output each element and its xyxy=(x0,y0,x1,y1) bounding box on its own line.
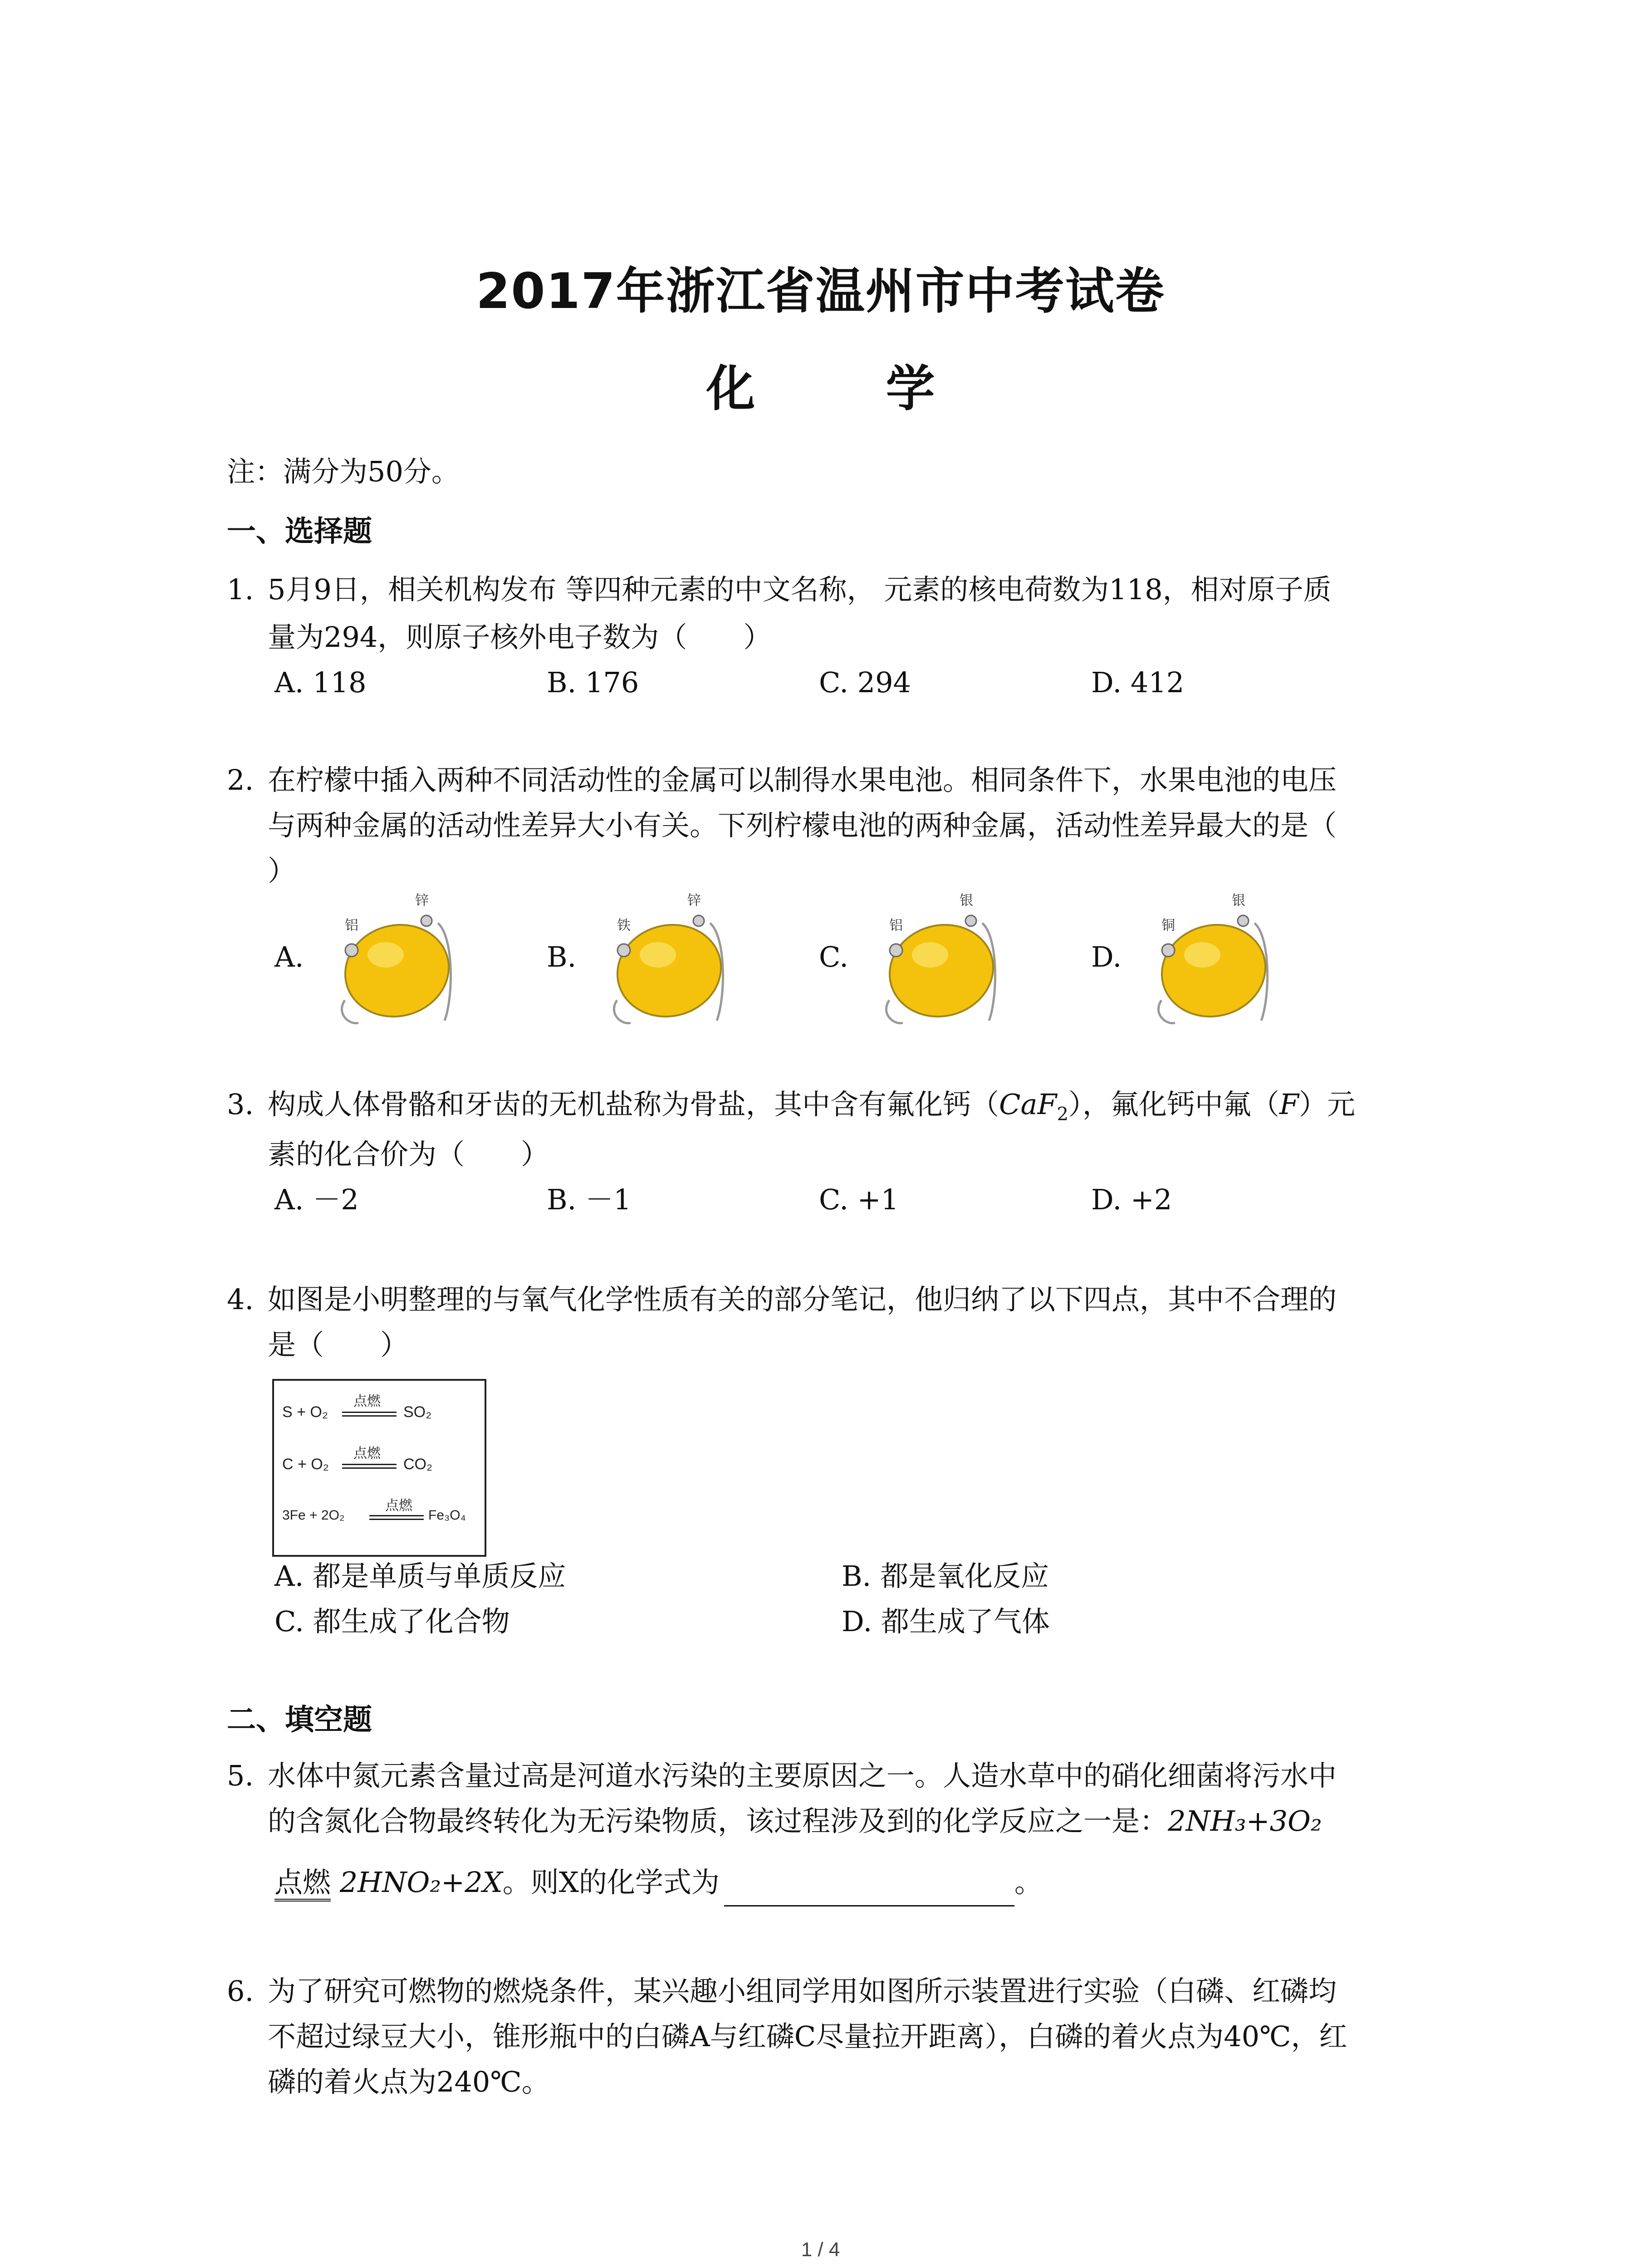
q3-option-d[interactable]: D. +2 xyxy=(1091,1183,1172,1216)
q4-line2: 是（ ） xyxy=(268,1328,409,1361)
lemon-b-right-metal: 锌 xyxy=(687,893,701,909)
lemon-d-right-metal: 银 xyxy=(1232,893,1245,909)
lemon-a-left-metal: 铝 xyxy=(345,918,358,934)
q4-option-c[interactable]: C. 都生成了化合物 xyxy=(274,1605,510,1638)
q3-symbol: F xyxy=(1279,1088,1299,1121)
eq3-double-line xyxy=(369,1515,424,1520)
q6-line2: 不超过绿豆大小，锥形瓶中的白磷A与红磷C尽量拉开距离），白磷的着火点为40℃，红 xyxy=(268,2020,1347,2053)
q5-text-a: 的含氮化合物最终转化为无污染物质，该过程涉及到的化学反应之一是： xyxy=(268,1804,1168,1838)
q5-line3 xyxy=(274,1860,1043,1906)
lemon-d-left-metal: 铜 xyxy=(1161,918,1175,934)
q3-formula-sub: 2 xyxy=(1057,1104,1068,1125)
q2-option-b-label[interactable]: B. xyxy=(547,940,577,973)
q1-option-a[interactable]: A. 118 xyxy=(274,666,367,699)
q6-number: 6. xyxy=(227,1975,254,2008)
q1-line2: 量为294，则原子核外电子数为（ ） xyxy=(268,621,772,654)
eq1-left: S + O₂ xyxy=(282,1403,328,1421)
lemon-battery-d-image xyxy=(1134,891,1279,1027)
eq2-left: C + O₂ xyxy=(282,1456,329,1473)
q6-line3: 磷的着火点为240℃。 xyxy=(268,2065,550,2098)
q3-line2: 素的化合价为（ ） xyxy=(268,1138,549,1171)
q3-option-a[interactable]: A. －2 xyxy=(274,1183,359,1216)
eq1-double-line xyxy=(342,1412,397,1417)
q5-condition: 点燃 xyxy=(274,1866,331,1901)
eq1-condition: 点燃 xyxy=(353,1394,381,1409)
score-note: 注：满分为50分。 xyxy=(227,455,460,488)
lemon-battery-b-image xyxy=(590,891,735,1027)
lemon-c-right-metal: 银 xyxy=(960,893,973,909)
q5-answer-blank[interactable] xyxy=(724,1873,1014,1906)
q4-option-b[interactable]: B. 都是氧化反应 xyxy=(842,1559,1049,1593)
q2-option-a-label[interactable]: A. xyxy=(274,940,304,973)
q1-option-d[interactable]: D. 412 xyxy=(1091,666,1185,699)
q2-option-c-label[interactable]: C. xyxy=(819,940,848,973)
q5-eq-left: 2NH₃+3O₂ xyxy=(1168,1804,1322,1838)
q2-line3: ） xyxy=(268,854,296,887)
q1-number: 1. xyxy=(227,573,254,606)
q2-option-d-label[interactable]: D. xyxy=(1091,940,1122,973)
q3-text-a: 构成人体骨骼和牙齿的无机盐称为骨盐，其中含有氟化钙（ xyxy=(268,1088,999,1121)
q2-line1: 在柠檬中插入两种不同活动性的金属可以制得水果电池。相同条件下，水果电池的电压 xyxy=(268,763,1337,797)
q4-option-a[interactable]: A. 都是单质与单质反应 xyxy=(274,1559,566,1593)
lemon-battery-c-image xyxy=(862,891,1007,1027)
eq2-double-line xyxy=(342,1464,397,1469)
q4-line1: 如图是小明整理的与氧气化学性质有关的部分笔记，他归纳了以下四点，其中不合理的 xyxy=(268,1283,1337,1316)
lemon-c-left-metal: 铝 xyxy=(889,918,903,934)
q2-number: 2. xyxy=(227,763,254,797)
q5-text-b: 。则X的化学式为 xyxy=(502,1866,720,1899)
section-fill-heading: 二、填空题 xyxy=(227,1703,372,1737)
lemon-b-left-metal: 铁 xyxy=(617,918,631,934)
q3-number: 3. xyxy=(227,1088,254,1121)
eq2-right: CO₂ xyxy=(403,1456,433,1473)
oxygen-notes-box xyxy=(272,1379,486,1557)
q1-option-b[interactable]: B. 176 xyxy=(547,666,639,699)
eq3-right: Fe₃O₄ xyxy=(428,1508,466,1523)
q4-option-d[interactable]: D. 都生成了气体 xyxy=(842,1605,1050,1638)
lemon-battery-a-image xyxy=(318,891,463,1027)
subject-title: 化 学 xyxy=(706,361,976,417)
q5-text-end: 。 xyxy=(1014,1866,1043,1899)
q3-text-b: ），氟化钙中氟（ xyxy=(1068,1088,1279,1121)
q3-option-b[interactable]: B. －1 xyxy=(547,1183,632,1216)
q6-line1: 为了研究可燃物的燃烧条件，某兴趣小组同学用如图所示装置进行实验（白磷、红磷均 xyxy=(268,1975,1337,2008)
q3-text-c: ）元 xyxy=(1298,1088,1355,1121)
q5-line2 xyxy=(268,1799,1322,1844)
eq3-left: 3Fe + 2O₂ xyxy=(282,1508,345,1523)
q3-line1 xyxy=(268,1082,1355,1137)
q5-eq-right: 2HNO₂+2X xyxy=(339,1866,503,1899)
lemon-a-right-metal: 锌 xyxy=(415,893,429,909)
q2-line2: 与两种金属的活动性差异大小有关。下列柠檬电池的两种金属，活动性差异最大的是（ xyxy=(268,809,1337,842)
eq3-condition: 点燃 xyxy=(385,1498,412,1513)
page-number: 1 / 4 xyxy=(801,2239,840,2261)
q5-line1: 水体中氮元素含量过高是河道水污染的主要原因之一。人造水草中的硝化细菌将污水中 xyxy=(268,1759,1337,1792)
q5-number: 5. xyxy=(227,1759,254,1792)
q1-line1: 5月9日，相关机构发布 等四种元素的中文名称， 元素的核电荷数为118，相对原子质 xyxy=(268,573,1332,606)
q3-option-c[interactable]: C. +1 xyxy=(819,1183,899,1216)
section-choice-heading: 一、选择题 xyxy=(227,515,372,548)
eq1-right: SO₂ xyxy=(403,1403,432,1421)
eq2-condition: 点燃 xyxy=(353,1446,381,1461)
q1-option-c[interactable]: C. 294 xyxy=(819,666,911,699)
q3-formula: CaF xyxy=(999,1088,1057,1121)
exam-title: 2017年浙江省温州市中考试卷 xyxy=(476,263,1165,320)
q4-number: 4. xyxy=(227,1283,254,1316)
